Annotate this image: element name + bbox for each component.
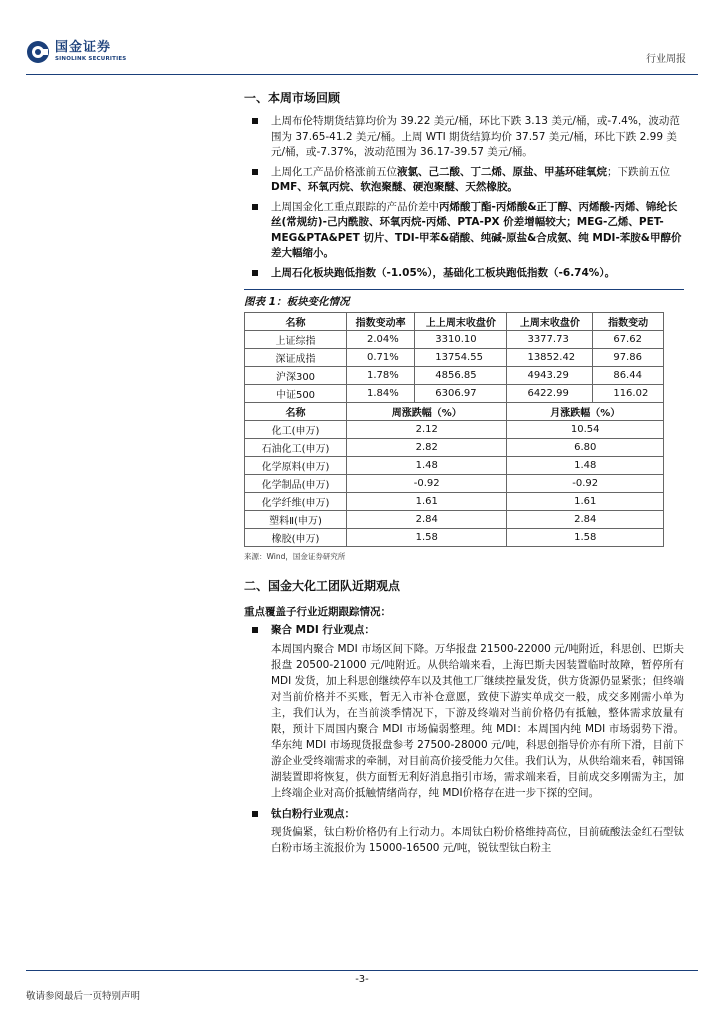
figure-title: 图表 1：板块变化情况	[244, 289, 684, 310]
section-title-market-review: 一、本周市场回顾	[244, 91, 341, 105]
bullet-square-icon	[252, 169, 258, 175]
industry-view-label-mdi: 聚合 MDI 行业观点：	[244, 623, 684, 639]
bullet-spreads: 上周国金化工重点跟踪的产品价差中丙烯酸丁酯-丙烯酸&正丁醇、丙烯酸-丙烯、锦纶长丝(常规纺)-己内酰胺、环氧丙烷-丙烯、PTA-PX 价差增幅较大；MEG-乙烯、PET-MEG&PTA&PET 切片、TDI-甲苯&硝酸、纯碱-原盐&合成氨、纯 MDI-苯胺&甲醇价差大幅缩小。	[244, 200, 684, 262]
table-source: 来源：Wind，国金证券研究所	[244, 552, 346, 561]
table-row: 深证成指 0.71% 13754.55 13852.42 97.86	[245, 349, 664, 367]
section-title-team-views: 二、国金大化工团队近期观点	[244, 579, 401, 593]
table-row: 化学纤维(申万) 1.61 1.61	[245, 493, 664, 511]
table-row: 沪深300 1.78% 4856.85 4943.29 86.44	[245, 367, 664, 385]
page-header	[26, 40, 698, 70]
section-team-views	[244, 576, 684, 856]
logo-chinese-name: 国金证券	[55, 40, 112, 55]
table-row: 化工(申万) 2.12 10.54	[245, 421, 664, 439]
table-row: 石油化工(申万) 2.82 6.80	[245, 439, 664, 457]
table-row: 中证500 1.84% 6306.97 6422.99 116.02	[245, 385, 664, 403]
table-row: 塑料Ⅱ(申万) 2.84 2.84	[245, 511, 664, 529]
industry-view-text-tio2: 现货偏紧，钛白粉价格仍有上行动力。本周钛白粉价格维持高位，目前硫酸法金红石型钛白粉市场主流报价为 15000-16500 元/吨，锐钛型钛白粉主	[271, 826, 684, 854]
bullet-square-icon	[252, 118, 258, 124]
table-row: 化学原料(申万) 1.48 1.48	[245, 457, 664, 475]
page-number: -3-	[355, 974, 369, 985]
footer-divider	[26, 970, 698, 971]
logo-mark-icon	[26, 40, 50, 64]
bullet-sector-index: 上周石化板块跑低指数（-1.05%），基础化工板块跑低指数（-6.74%）。	[244, 266, 684, 282]
table-header-row: 名称 指数变动率 上上周末收盘价 上周末收盘价 指数变动	[245, 313, 664, 331]
industry-view-list-2	[244, 807, 684, 823]
sector-change-table	[244, 312, 664, 547]
bullet-square-icon	[252, 270, 258, 276]
header-divider	[26, 74, 698, 75]
main-content	[244, 88, 684, 856]
company-logo	[26, 40, 126, 64]
industry-view-label-tio2: 钛白粉行业观点：	[244, 807, 684, 823]
logo-english-name: SINOLINK SECURITIES	[55, 56, 127, 62]
bullet-chem-prices: 上周化工产品价格涨前五位液氯、己二酸、丁二烯、原盐、甲基环硅氧烷；下跌前五位 DMF、环氧丙烷、软泡聚醚、硬泡聚醚、天然橡胶。	[244, 165, 684, 196]
table-row: 化学制品(申万) -0.92 -0.92	[245, 475, 664, 493]
coverage-subheading: 重点覆盖子行业近期跟踪情况：	[244, 606, 391, 618]
bullet-square-icon	[252, 627, 258, 633]
industry-view-list	[244, 623, 684, 639]
bullet-square-icon	[252, 204, 258, 210]
bullet-square-icon	[252, 811, 258, 817]
report-type-label: 行业周报	[646, 54, 686, 65]
table-header-row-2: 名称 周涨跌幅（%） 月涨跌幅（%）	[245, 403, 664, 421]
bullet-oil-price: 上周布伦特期货结算均价为 39.22 美元/桶，环比下跌 3.13 美元/桶，或-7.4%，波动范围为 37.65-41.2 美元/桶。上周 WTI 期货结算均价 37.57 美元/桶，环比下跌 2.99 美元/桶，或-7.37%，波动范围为 36.17-39.57 美元/桶。	[244, 114, 684, 161]
market-review-bullets	[244, 114, 684, 281]
table-row: 橡胶(申万) 1.58 1.58	[245, 529, 664, 547]
industry-view-text-mdi: 本周国内聚合 MDI 市场区间下降。万华报盘 21500-22000 元/吨附近，科思创、巴斯夫报盘 20500-21000 元/吨附近。从供给端来看，上海巴斯夫因装置临时故障，暂停所有 MDI 发货，加上科思创继续停车以及其他工厂继续控量发货，供方货源仍显紧张；但终端对当前价格并不买账，暂无入市补仓意愿，致使下游实单成交一般，成交多刚需小单为主，我们认为，在当前淡季情况下，下游及终端对当前价格仍有抵触，整体需求放量有限，预计下周国内聚合 MDI 市场偏弱整理。纯 MDI：本周国内纯 MDI 市场弱势下滑。华东纯 MDI 市场现货报盘参考 27500-28000 元/吨，科思创指导价亦有所下滑，目前下游企业受终端需求的牵制，对目前高价接受能力欠佳。我们认为，从供给端来看，韩国锦湖装置即将恢复，供方面暂无利好消息指引市场，需求端来看，目前成交多刚需为主，加上终端企业对高价抵触情绪尚存，纯 MDI价格存在进一步下探的空间。	[271, 642, 684, 799]
footer-disclaimer: 敬请参阅最后一页特别声明	[26, 991, 141, 1002]
table-row: 上证综指 2.04% 3310.10 3377.73 67.62	[245, 331, 664, 349]
